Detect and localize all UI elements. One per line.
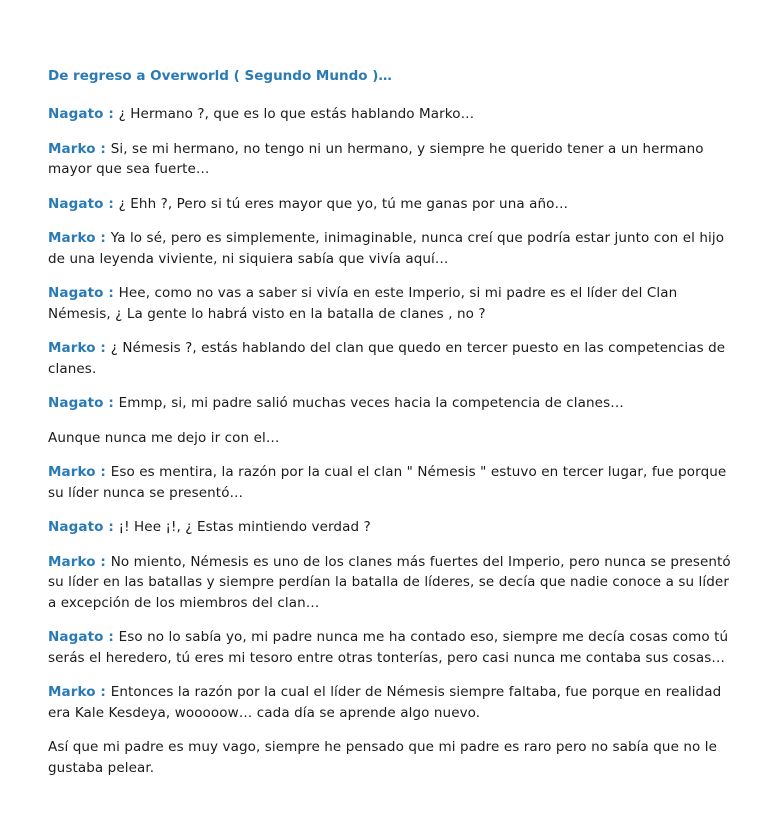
dialogue-text: Ya lo sé, pero es simplemente, inimaginable, nunca creí que podría estar junto con el hijo de una leyenda viviente, ni siquiera sabía que vivía aquí… xyxy=(48,230,725,267)
speaker-name: Nagato xyxy=(48,629,104,645)
dialogue-paragraph xyxy=(48,104,741,125)
dialogue-text: Si, se mi hermano, no tengo ni un hermano, y siempre he querido tener a un hermano mayor que sea fuerte… xyxy=(48,140,704,177)
dialogue-text: Emmp, si, mi padre salió muchas veces hacia la competencia de clanes… xyxy=(118,395,624,411)
speaker-separator: : xyxy=(103,285,119,301)
dialogue-paragraph xyxy=(48,517,741,538)
speaker-separator: : xyxy=(95,140,111,157)
dialogue-text: No miento, Némesis es uno de los clanes más fuertes del Imperio, pero nunca se presentó su líder en las batallas y siempre perdían la batalla de líderes, se decía que nadie conoce a su líder a excepción de los miembros del clan… xyxy=(48,553,731,611)
dialogue-text: Así que mi padre es muy vago, siempre he pensado que mi padre es raro pero no sabía que no le gustaba pelear. xyxy=(48,739,718,776)
speaker-separator: : xyxy=(103,519,119,535)
dialogue-text: Aunque nunca me dejo ir con el… xyxy=(48,429,280,446)
dialogue-text: Eso es mentira, la razón por la cual el clan " Némesis " estuvo en tercer lugar, fue porque su líder nunca se presentó… xyxy=(48,464,727,501)
dialogue-list xyxy=(48,104,741,778)
dialogue-text: Eso no lo sabía yo, mi padre nunca me ha contado eso, siempre me decía cosas como tú serás el heredero, tú eres mi tesoro entre otras tonterías, pero casi nunca me contaba sus cosas… xyxy=(48,629,729,666)
dialogue-text: Hee, como no vas a saber si vivía en este Imperio, si mi padre es el líder del Clan Némesis, ¿ La gente lo habrá visto en la batalla de clanes , no ? xyxy=(48,285,678,322)
speaker-separator: : xyxy=(103,629,119,645)
speaker-name: Nagato xyxy=(48,195,104,212)
speaker-name: Nagato xyxy=(48,285,104,301)
dialogue-paragraph xyxy=(48,139,741,180)
speaker-name: Nagato xyxy=(48,395,104,411)
dialogue-paragraph xyxy=(48,228,741,269)
speaker-name: Marko xyxy=(48,464,96,480)
speaker-name: Marko xyxy=(48,340,96,356)
speaker-separator: : xyxy=(103,106,119,122)
speaker-separator: : xyxy=(103,395,119,411)
dialogue-paragraph xyxy=(48,338,741,379)
speaker-separator: : xyxy=(95,464,111,480)
speaker-name: Nagato xyxy=(48,106,104,122)
dialogue-text: ¿ Ehh ?, Pero si tú eres mayor que yo, tú me ganas por una año… xyxy=(118,195,569,212)
speaker-name: Nagato xyxy=(48,519,104,535)
dialogue-paragraph xyxy=(48,428,741,449)
dialogue-paragraph xyxy=(48,552,741,614)
dialogue-paragraph xyxy=(48,627,741,668)
dialogue-paragraph xyxy=(48,737,741,778)
speaker-separator: : xyxy=(95,553,111,570)
speaker-separator: : xyxy=(95,684,111,700)
speaker-name: Marko xyxy=(48,230,96,246)
section-heading: De regreso a Overworld ( Segundo Mundo )… xyxy=(48,68,392,84)
dialogue-text: ¡! Hee ¡!, ¿ Estas mintiendo verdad ? xyxy=(118,519,371,535)
dialogue-paragraph xyxy=(48,283,741,324)
speaker-separator: : xyxy=(103,195,119,212)
speaker-name: Marko xyxy=(48,553,96,570)
speaker-name: Marko xyxy=(48,684,96,700)
dialogue-text: ¿ Hermano ?, que es lo que estás hablando Marko… xyxy=(118,106,475,122)
dialogue-paragraph xyxy=(48,194,741,215)
speaker-name: Marko xyxy=(48,140,96,157)
dialogue-text: ¿ Némesis ?, estás hablando del clan que quedo en tercer puesto en las competencias de clanes. xyxy=(48,340,726,377)
speaker-separator: : xyxy=(95,230,111,246)
dialogue-paragraph xyxy=(48,462,741,503)
dialogue-paragraph xyxy=(48,393,741,414)
speaker-separator: : xyxy=(95,340,111,356)
dialogue-paragraph xyxy=(48,682,741,723)
dialogue-text: Entonces la razón por la cual el líder de Némesis siempre faltaba, fue porque en realidad era Kale Kesdeya, wooooow… cada día se aprende algo nuevo. xyxy=(48,684,722,721)
